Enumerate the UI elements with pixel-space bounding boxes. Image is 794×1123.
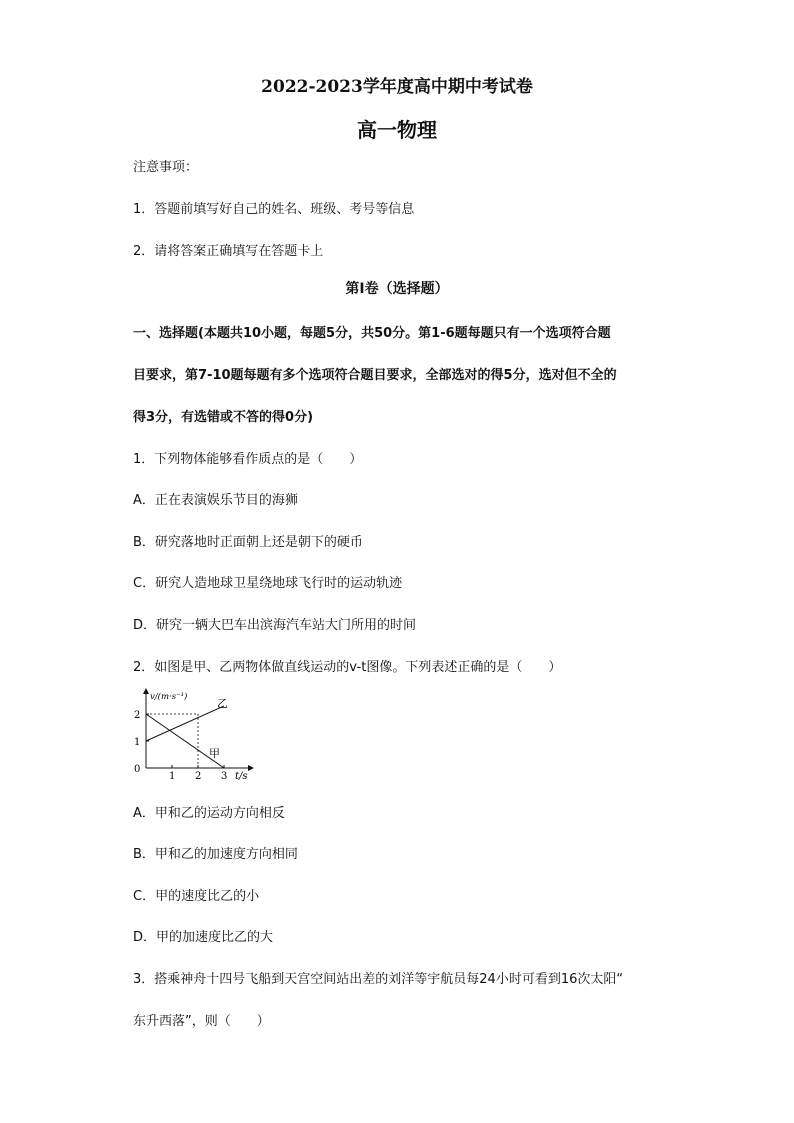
instructions-line-1: 一、选择题(本题共10小题，每题5分，共50分。第1-6题每题只有一个选项符合题 bbox=[133, 326, 611, 341]
notice-item-1: 1．答题前填写好自己的姓名、班级、考号等信息 bbox=[133, 202, 415, 217]
exam-title: 2022-2023学年度高中期中考试卷 bbox=[261, 77, 533, 97]
q3-stem-line-1: 3．搭乘神舟十四号飞船到天宫空间站出差的刘洋等宇航员每24小时可看到16次太阳“ bbox=[133, 972, 624, 987]
q1-option-c: C．研究人造地球卫星绕地球飞行时的运动轨迹 bbox=[133, 576, 403, 591]
q2-option-d: D．甲的加速度比乙的大 bbox=[133, 930, 274, 945]
q2-option-b: B．甲和乙的加速度方向相同 bbox=[133, 847, 298, 862]
y-tick-label: 1 bbox=[134, 737, 141, 748]
vt-chart bbox=[130, 686, 260, 786]
subject-title: 高一物理 bbox=[357, 118, 437, 142]
instructions-line-2: 目要求，第7-10题每题有多个选项符合题目要求，全部选对的得5分，选对但不全的 bbox=[133, 368, 617, 383]
q2-option-c: C．甲的速度比乙的小 bbox=[133, 889, 260, 904]
x-axis-arrow bbox=[248, 765, 254, 771]
y-axis-label: v/(m·s⁻¹) bbox=[150, 692, 188, 702]
q1-option-a: A．正在表演娱乐节目的海狮 bbox=[133, 493, 298, 508]
q1-option-b: B．研究落地时正面朝上还是朝下的硬币 bbox=[133, 535, 363, 550]
series-label-2: 乙 bbox=[217, 697, 228, 710]
instructions-line-3: 得3分，有选错或不答的得0分) bbox=[133, 410, 314, 425]
x-axis-label: t/s bbox=[235, 771, 248, 782]
x-tick-label: 3 bbox=[221, 771, 228, 782]
y-axis-arrow bbox=[143, 688, 149, 694]
q2-option-a: A．甲和乙的运动方向相反 bbox=[133, 806, 285, 821]
q1-option-d: D．研究一辆大巴车出滨海汽车站大门所用的时间 bbox=[133, 618, 417, 633]
series-label-1: 甲 bbox=[209, 747, 220, 760]
q3-stem-line-2: 东升西落”，则（ ） bbox=[133, 1014, 270, 1029]
q1-stem: 1．下列物体能够看作质点的是（ ） bbox=[133, 452, 363, 467]
x-tick-label: 1 bbox=[169, 771, 176, 782]
y-tick-label: 0 bbox=[134, 764, 141, 775]
y-tick-label: 2 bbox=[134, 710, 141, 721]
notice-item-2: 2．请将答案正确填写在答题卡上 bbox=[133, 244, 324, 259]
section-title: 第Ⅰ卷（选择题） bbox=[345, 281, 449, 297]
notice-heading: 注意事项： bbox=[133, 160, 199, 175]
x-tick-label: 2 bbox=[195, 771, 202, 782]
q2-stem: 2．如图是甲、乙两物体做直线运动的v-t图像。下列表述正确的是（ ） bbox=[133, 660, 562, 675]
series-line-2 bbox=[146, 706, 224, 741]
